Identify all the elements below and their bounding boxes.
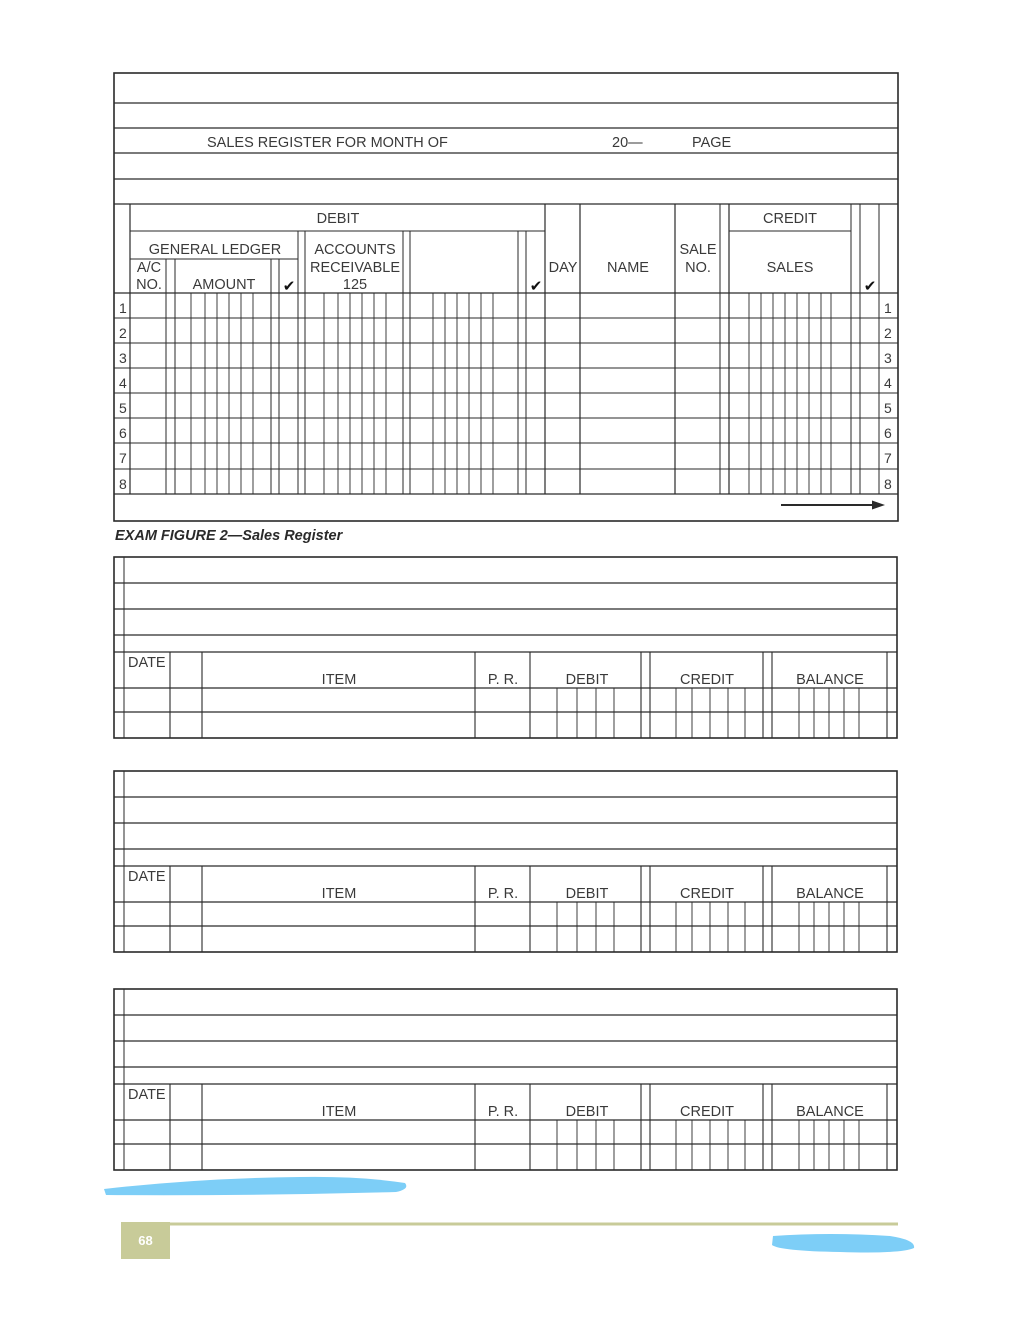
ledger-account-form (114, 771, 897, 952)
check-column-icon: ✔ (529, 278, 543, 295)
row-number-left: 5 (119, 400, 127, 416)
sales-heading: SALES (766, 260, 814, 276)
row-number-right: 4 (884, 375, 892, 391)
row-number-left: 7 (119, 450, 127, 466)
debit-heading: DEBIT (565, 672, 609, 688)
item-heading: ITEM (321, 1104, 357, 1120)
row-number-left: 4 (119, 375, 127, 391)
ledger-border (114, 989, 897, 1170)
receivable-heading: RECEIVABLE (310, 260, 400, 276)
amount-heading: AMOUNT (192, 277, 256, 293)
credit-heading: CREDIT (680, 886, 734, 902)
date-heading: DATE (128, 655, 166, 671)
debit-heading: DEBIT (565, 1104, 609, 1120)
row-number-right: 7 (884, 450, 892, 466)
date-heading: DATE (128, 869, 166, 885)
sale-no-heading: NO. (685, 260, 711, 276)
credit-heading: CREDIT (680, 1104, 734, 1120)
ledger-border (114, 771, 897, 952)
credit-heading: CREDIT (763, 211, 817, 227)
row-number-right: 2 (884, 325, 892, 341)
row-number-right: 3 (884, 350, 892, 366)
debit-heading: DEBIT (316, 211, 360, 227)
page-number: 68 (138, 1233, 153, 1248)
pr-heading: P. R. (487, 672, 519, 688)
day-heading: DAY (548, 260, 578, 276)
row-number-left: 1 (119, 300, 127, 316)
arrow-head-icon (872, 501, 885, 510)
check-column-icon: ✔ (863, 278, 877, 295)
ac-no-heading: NO. (136, 277, 162, 293)
row-number-right: 8 (884, 476, 892, 492)
name-heading: NAME (607, 260, 649, 276)
ac-heading: A/C (136, 260, 162, 276)
general-ledger-heading: GENERAL LEDGER (148, 242, 282, 258)
register-year: 20— (612, 135, 643, 151)
row-number-left: 2 (119, 325, 127, 341)
pr-heading: P. R. (487, 886, 519, 902)
balance-heading: BALANCE (796, 886, 864, 902)
item-heading: ITEM (321, 886, 357, 902)
row-number-left: 3 (119, 350, 127, 366)
register-page-label: PAGE (692, 135, 732, 151)
credit-heading: CREDIT (680, 672, 734, 688)
date-heading: DATE (128, 1087, 166, 1103)
figure-caption: EXAM FIGURE 2—Sales Register (115, 528, 343, 544)
debit-heading: DEBIT (565, 886, 609, 902)
sale-heading: SALE (679, 242, 717, 258)
row-number-right: 5 (884, 400, 892, 416)
redaction-mark (772, 1234, 914, 1253)
register-title: SALES REGISTER FOR MONTH OF (207, 135, 448, 151)
receivable-account-number: 125 (342, 277, 368, 293)
ledger-border (114, 557, 897, 738)
ledger-account-form (114, 557, 897, 738)
row-number-right: 1 (884, 300, 892, 316)
pr-heading: P. R. (487, 1104, 519, 1120)
check-column-icon: ✔ (282, 278, 296, 295)
balance-heading: BALANCE (796, 672, 864, 688)
row-number-right: 6 (884, 425, 892, 441)
accounts-heading: ACCOUNTS (314, 242, 396, 258)
item-heading: ITEM (321, 672, 357, 688)
ledger-account-form (114, 989, 897, 1170)
balance-heading: BALANCE (796, 1104, 864, 1120)
row-number-left: 6 (119, 425, 127, 441)
row-number-left: 8 (119, 476, 127, 492)
redaction-mark (104, 1177, 406, 1195)
